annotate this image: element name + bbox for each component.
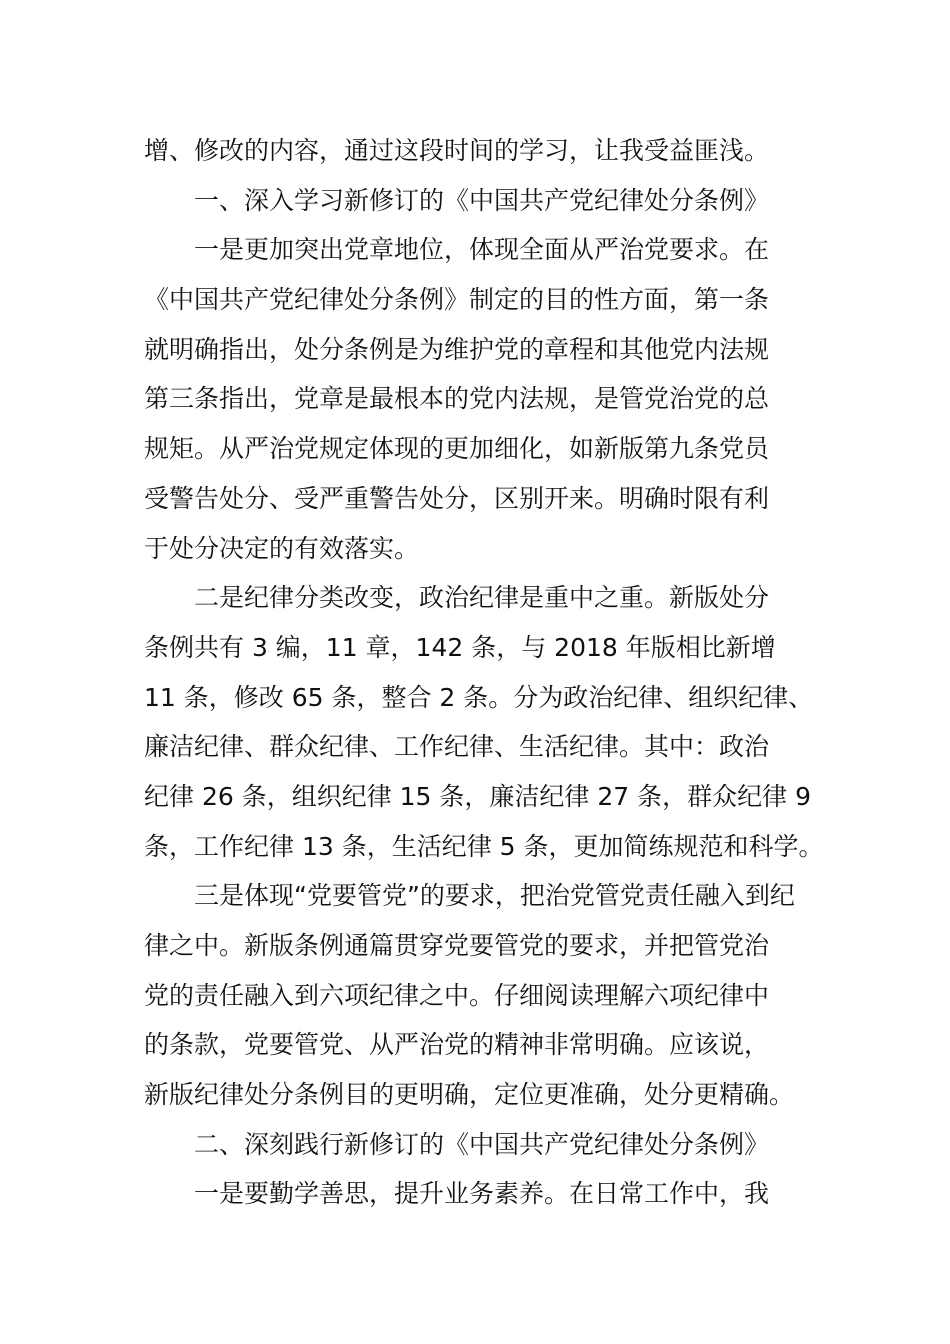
text-line-9: 于处分决定的有效落实。	[144, 533, 420, 563]
text-line-18: 党的责任融入到六项纪律之中。仔细阅读理解六项纪律中	[144, 980, 770, 1010]
text-line-15: 条，工作纪律 13 条，生活纪律 5 条，更加简练规范和科学。	[144, 831, 824, 861]
text-line-3: 一是更加突出党章地位，体现全面从严治党要求。在	[194, 235, 770, 265]
text-line-1: 增、修改的内容，通过这段时间的学习，让我受益匪浅。	[144, 136, 770, 165]
text-line-14: 纪律 26 条，组织纪律 15 条，廉洁纪律 27 条，群众纪律 9	[144, 781, 811, 811]
text-line-17: 律之中。新版条例通篇贯穿党要管党的要求，并把管党治	[144, 931, 770, 960]
text-line-5: 就明确指出，处分条例是为维护党的章程和其他党内法规	[144, 334, 770, 364]
text-line-20: 新版纪律处分条例目的更明确，定位更准确，处分更精确。	[144, 1080, 795, 1110]
text-line-19: 的条款，党要管党、从严治党的精神非常明确。应该说，	[144, 1030, 770, 1060]
text-line-22: 一是要勤学善思，提升业务素养。在日常工作中，我	[194, 1179, 770, 1209]
document-body	[144, 126, 824, 1219]
text-line-11: 条例共有 3 编，11 章，142 条，与 2018 年版相比新增	[144, 632, 776, 662]
text-line-12: 11 条，修改 65 条，整合 2 条。分为政治纪律、组织纪律、	[144, 682, 814, 712]
section-heading-2: 二、深刻践行新修订的《中国共产党纪律处分条例》	[194, 1129, 770, 1159]
section-heading-1: 一、深入学习新修订的《中国共产党纪律处分条例》	[194, 185, 770, 215]
text-line-16: 三是体现“党要管党”的要求，把治党管党责任融入到纪	[194, 881, 795, 911]
text-line-7: 规矩。从严治党规定体现的更加细化，如新版第九条党员	[144, 434, 770, 464]
text-line-10: 二是纪律分类改变，政治纪律是重中之重。新版处分	[194, 583, 770, 613]
text-line-13: 廉洁纪律、群众纪律、工作纪律、生活纪律。其中：政治	[144, 732, 770, 762]
text-line-8: 受警告处分、受严重警告处分，区别开来。明确时限有利	[144, 483, 770, 513]
text-line-6: 第三条指出，党章是最根本的党内法规，是管党治党的总	[144, 384, 770, 414]
text-line-4: 《中国共产党纪律处分条例》制定的目的性方面，第一条	[144, 285, 770, 315]
